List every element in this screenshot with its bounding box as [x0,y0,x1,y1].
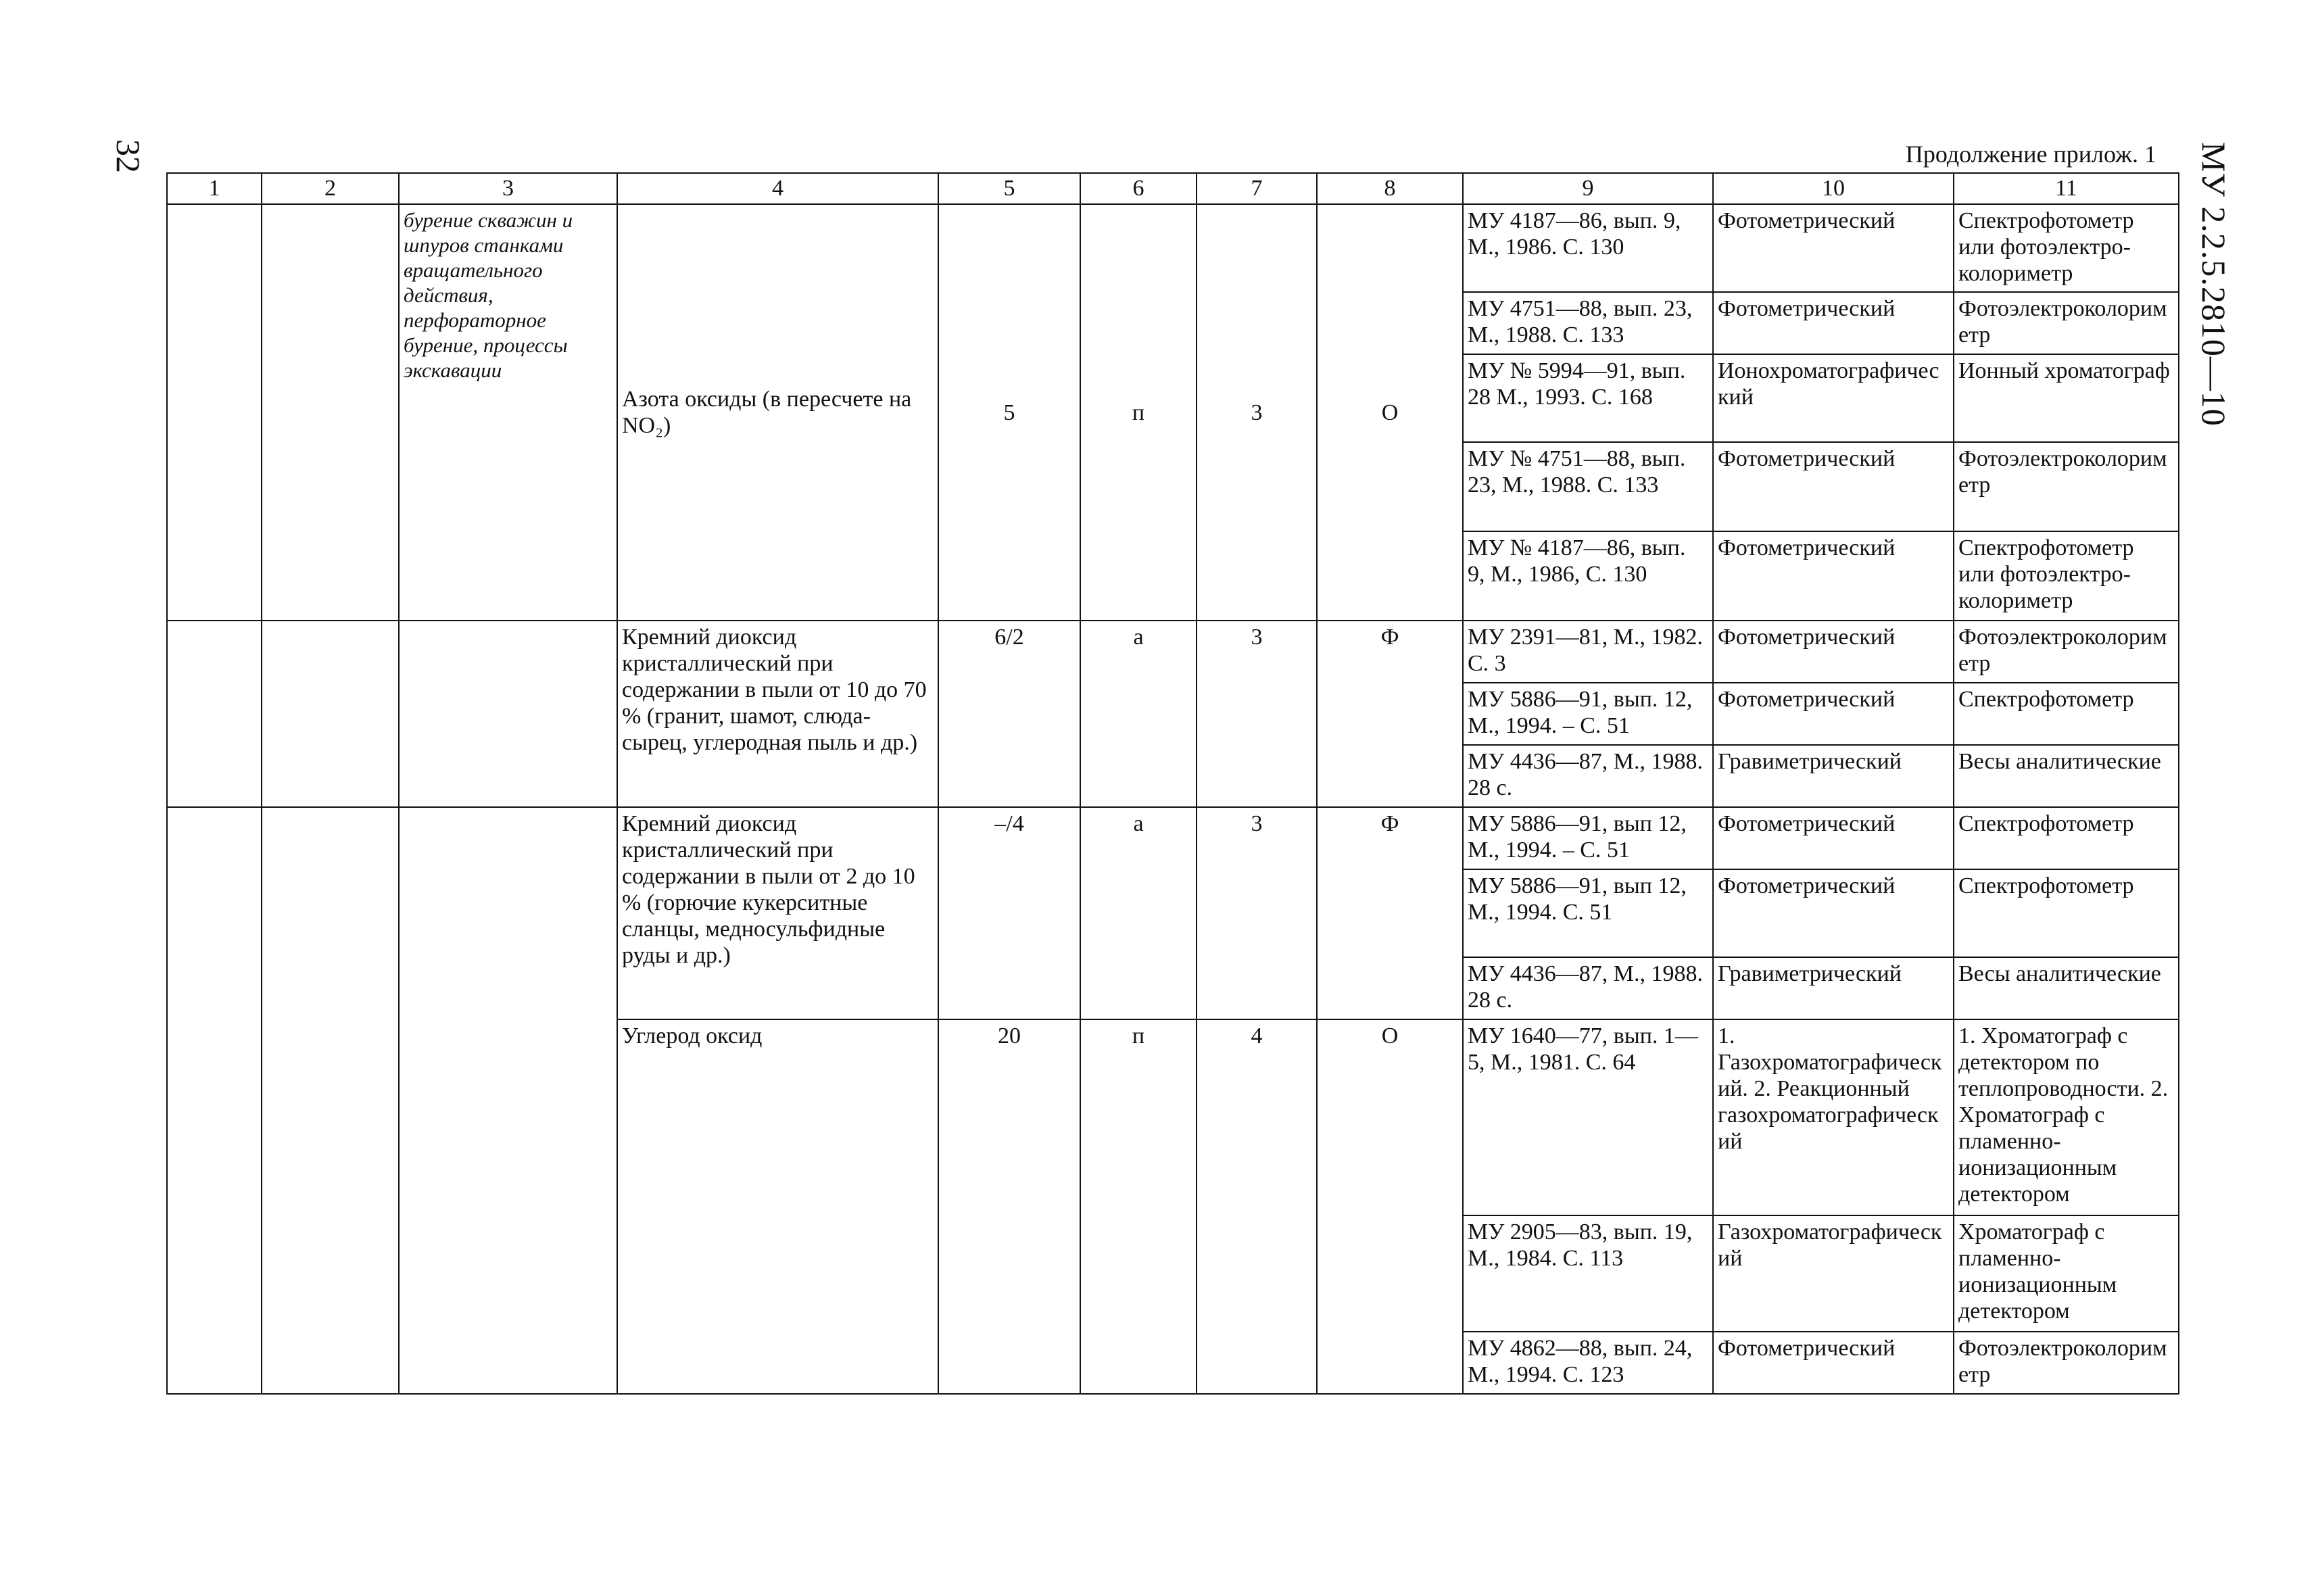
col5-value: 5 [938,204,1080,621]
method-doc: МУ 5886—91, вып 12, М., 1994. – С. 51 [1463,807,1713,869]
column-header: 5 [938,173,1080,204]
substance-cell: Углерод оксид [617,1019,938,1394]
col8-value: О [1317,1019,1463,1394]
method-name: Фотометрический [1713,442,1954,531]
method-doc: МУ 4187—86, вып. 9, М., 1986. С. 130 [1463,204,1713,292]
column-header: 11 [1954,173,2179,204]
col8-value: О [1317,204,1463,621]
method-name: Гравиметрический [1713,957,1954,1019]
method-doc: МУ 4436—87, М., 1988. 28 с. [1463,957,1713,1019]
substance-cell: Кремний диоксид кристаллический при содержании в пыли от 10 до 70 % (гранит, шамот, слюда-сырец, углеродная пыль и др.) [617,621,938,807]
substance-cell: Азота оксиды (в пересчете на NO₂) [617,204,938,621]
column-header: 2 [262,173,399,204]
page-number: 32 [110,139,147,173]
method-name: Фотометрический [1713,869,1954,957]
col6-value: п [1080,204,1197,621]
method-device: Хроматограф с пламенно-ионизационным детектором [1954,1215,2179,1332]
cell-col1 [167,621,262,807]
method-device: Весы аналитические [1954,957,2179,1019]
method-name: Фотометрический [1713,531,1954,621]
column-header: 3 [399,173,617,204]
method-doc: МУ № 5994—91, вып. 28 М., 1993. С. 168 [1463,354,1713,442]
method-doc: МУ 2905—83, вып. 19, М., 1984. С. 113 [1463,1215,1713,1332]
col5-value: 20 [938,1019,1080,1394]
col5-value: –/4 [938,807,1080,1019]
column-header: 4 [617,173,938,204]
method-name: 1. Газохроматографический. 2. Реакционный газохроматографический [1713,1019,1954,1215]
method-device: Ионный хроматограф [1954,354,2179,442]
cell-col3 [399,807,617,1394]
method-doc: МУ 4862—88, вып. 24, М., 1994. С. 123 [1463,1332,1713,1394]
column-header: 7 [1197,173,1317,204]
col7-value: 3 [1197,807,1317,1019]
method-device: Спектрофотометр или фотоэлектро-колориметр [1954,204,2179,292]
method-device: Весы аналитические [1954,745,2179,807]
document-code: МУ 2.2.5.2810—10 [2195,142,2233,427]
cell-col2 [262,807,399,1394]
col8-value: Ф [1317,621,1463,807]
cell-col2 [262,621,399,807]
method-name: Фотометрический [1713,621,1954,683]
col8-value: Ф [1317,807,1463,1019]
col5-value: 6/2 [938,621,1080,807]
column-header: 8 [1317,173,1463,204]
col7-value: 4 [1197,1019,1317,1394]
table-row [167,204,2179,292]
method-doc: МУ 1640—77, вып. 1—5, М., 1981. С. 64 [1463,1019,1713,1215]
column-header: 9 [1463,173,1713,204]
col6-value: п [1080,1019,1197,1394]
cell-col2 [262,204,399,621]
method-device: Спектрофотометр или фотоэлектро-колориметр [1954,531,2179,621]
hygiene-table [166,172,2179,1395]
continuation-label: Продолжение прилож. 1 [1905,141,2156,168]
method-name: Ионохроматографический [1713,354,1954,442]
process-note: бурение скважин и шпуров станками вращательного действия, перфораторное бурение, процессы экскавации [399,204,617,621]
method-device: 1. Хроматограф с детектором по теплопроводности. 2. Хроматограф с пламенно-ионизационным детектором [1954,1019,2179,1215]
method-name: Фотометрический [1713,683,1954,745]
method-doc: МУ 5886—91, вып. 12, М., 1994. – С. 51 [1463,683,1713,745]
header-row [167,173,2179,204]
method-name: Газохроматографический [1713,1215,1954,1332]
method-device: Спектрофотометр [1954,807,2179,869]
col6-value: а [1080,807,1197,1019]
method-name: Гравиметрический [1713,745,1954,807]
cell-col3 [399,621,617,807]
method-name: Фотометрический [1713,807,1954,869]
method-doc: МУ 5886—91, вып 12, М., 1994. С. 51 [1463,869,1713,957]
method-doc: МУ 4751—88, вып. 23, М., 1988. С. 133 [1463,292,1713,354]
cell-col1 [167,204,262,621]
method-device: Фотоэлектроколориметр [1954,442,2179,531]
method-doc: МУ № 4187—86, вып. 9, М., 1986, С. 130 [1463,531,1713,621]
cell-col1 [167,807,262,1394]
method-device: Фотоэлектроколориметр [1954,1332,2179,1394]
col7-value: 3 [1197,204,1317,621]
method-name: Фотометрический [1713,292,1954,354]
column-header: 6 [1080,173,1197,204]
method-doc: МУ 2391—81, М., 1982. С. 3 [1463,621,1713,683]
method-device: Спектрофотометр [1954,869,2179,957]
table-row [167,807,2179,869]
method-device: Фотоэлектроколориметр [1954,621,2179,683]
column-header: 1 [167,173,262,204]
col7-value: 3 [1197,621,1317,807]
method-doc: МУ 4436—87, М., 1988. 28 с. [1463,745,1713,807]
table-row [167,621,2179,683]
col6-value: а [1080,621,1197,807]
column-header: 10 [1713,173,1954,204]
method-doc: МУ № 4751—88, вып. 23, М., 1988. С. 133 [1463,442,1713,531]
method-name: Фотометрический [1713,1332,1954,1394]
method-device: Фотоэлектроколориметр [1954,292,2179,354]
method-device: Спектрофотометр [1954,683,2179,745]
substance-cell: Кремний диоксид кристаллический при содержании в пыли от 2 до 10 % (горючие кукерситные сланцы, медносульфидные руды и др.) [617,807,938,1019]
method-name: Фотометрический [1713,204,1954,292]
